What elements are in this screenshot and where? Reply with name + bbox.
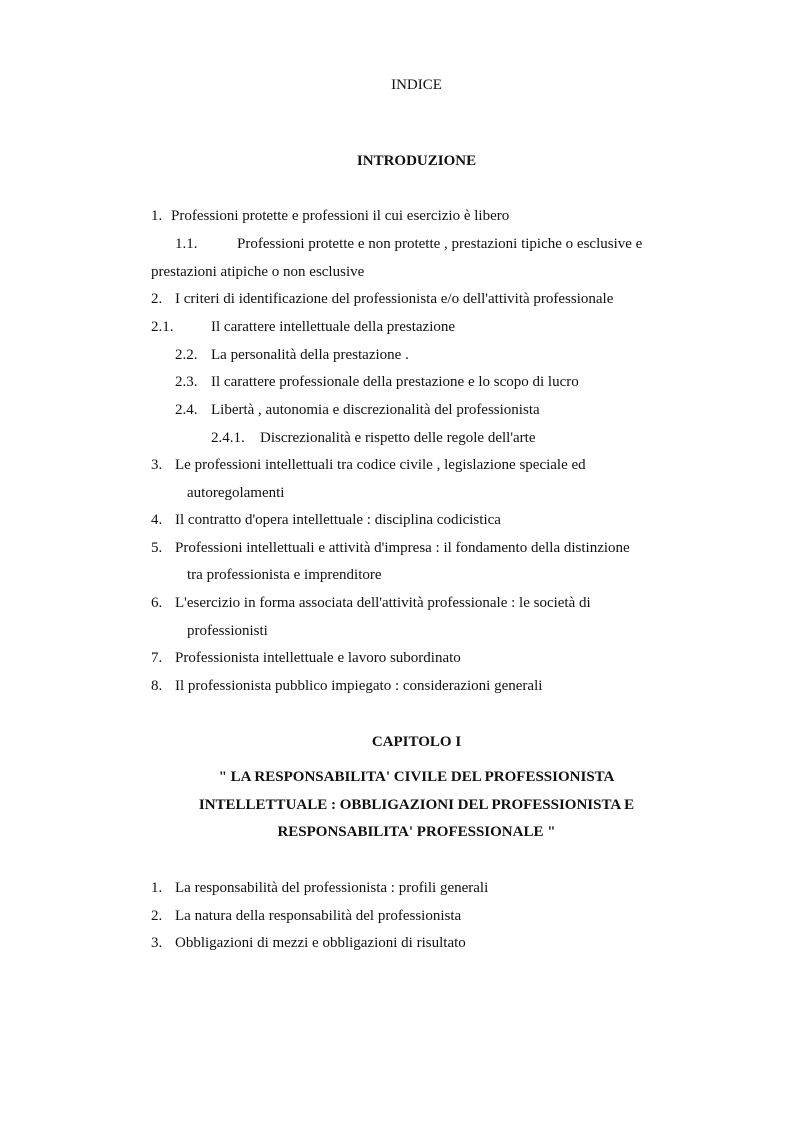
toc-text: La responsabilità del professionista : profili generali	[175, 880, 489, 896]
toc-number: 5.	[151, 540, 163, 556]
toc-number: 6.	[151, 595, 163, 611]
intro-heading: INTRODUZIONE	[356, 153, 477, 169]
toc-text-continued: professionisti	[187, 623, 268, 639]
chapter-subtitle-line-2: INTELLETTUALE : OBBLIGAZIONI DEL PROFESSIONISTA E	[198, 797, 635, 813]
toc-text: Professionista intellettuale e lavoro subordinato	[175, 650, 461, 666]
chapter-subtitle-line-3: RESPONSABILITA' PROFESSIONALE "	[277, 824, 556, 840]
toc-text-continued: prestazioni atipiche o non esclusive	[151, 264, 365, 280]
toc-number: 1.1.	[175, 236, 198, 252]
toc-text: La personalità della prestazione .	[211, 347, 409, 363]
toc-number: 3.	[151, 935, 163, 951]
toc-text: Obbligazioni di mezzi e obbligazioni di risultato	[175, 935, 466, 951]
toc-text: Il professionista pubblico impiegato : considerazioni generali	[175, 678, 543, 694]
toc-number: 2.	[151, 291, 163, 307]
index-title: INDICE	[391, 77, 442, 93]
toc-number: 2.1.	[151, 319, 174, 335]
toc-text: Il carattere intellettuale della prestazione	[211, 319, 456, 335]
toc-number: 7.	[151, 650, 163, 666]
toc-text-continued: autoregolamenti	[187, 485, 285, 501]
toc-text: Il contratto d'opera intellettuale : disciplina codicistica	[175, 512, 501, 528]
toc-text: Professioni intellettuali e attività d'impresa : il fondamento della distinzione	[175, 540, 630, 556]
toc-text: L'esercizio in forma associata dell'attività professionale : le società di	[175, 595, 591, 611]
toc-number: 1.	[151, 880, 163, 896]
chapter-heading: CAPITOLO I	[371, 734, 462, 750]
toc-number: 4.	[151, 512, 163, 528]
toc-number: 2.3.	[175, 374, 198, 390]
toc-text: Professioni protette e non protette , prestazioni tipiche o esclusive e	[237, 236, 643, 252]
toc-text: La natura della responsabilità del professionista	[175, 908, 462, 924]
toc-number: 2.4.	[175, 402, 198, 418]
toc-text: Le professioni intellettuali tra codice civile , legislazione speciale ed	[175, 457, 586, 473]
toc-text: I criteri di identificazione del professionista e/o dell'attività professionale	[175, 291, 614, 307]
toc-text: Professioni protette e professioni il cui esercizio è libero	[171, 208, 510, 224]
toc-text: Il carattere professionale della prestazione e lo scopo di lucro	[211, 374, 579, 390]
toc-text: Discrezionalità e rispetto delle regole dell'arte	[260, 430, 536, 446]
toc-number: 8.	[151, 678, 163, 694]
toc-number: 3.	[151, 457, 163, 473]
toc-text-continued: tra professionista e imprenditore	[187, 567, 382, 583]
toc-number: 1.	[151, 208, 163, 224]
toc-number: 2.2.	[175, 347, 198, 363]
toc-number: 2.4.1.	[211, 430, 245, 446]
chapter-subtitle-line-1: " LA RESPONSABILITA' CIVILE DEL PROFESSIONISTA	[218, 769, 615, 785]
toc-text: Libertà , autonomia e discrezionalità del professionista	[211, 402, 540, 418]
toc-number: 2.	[151, 908, 163, 924]
